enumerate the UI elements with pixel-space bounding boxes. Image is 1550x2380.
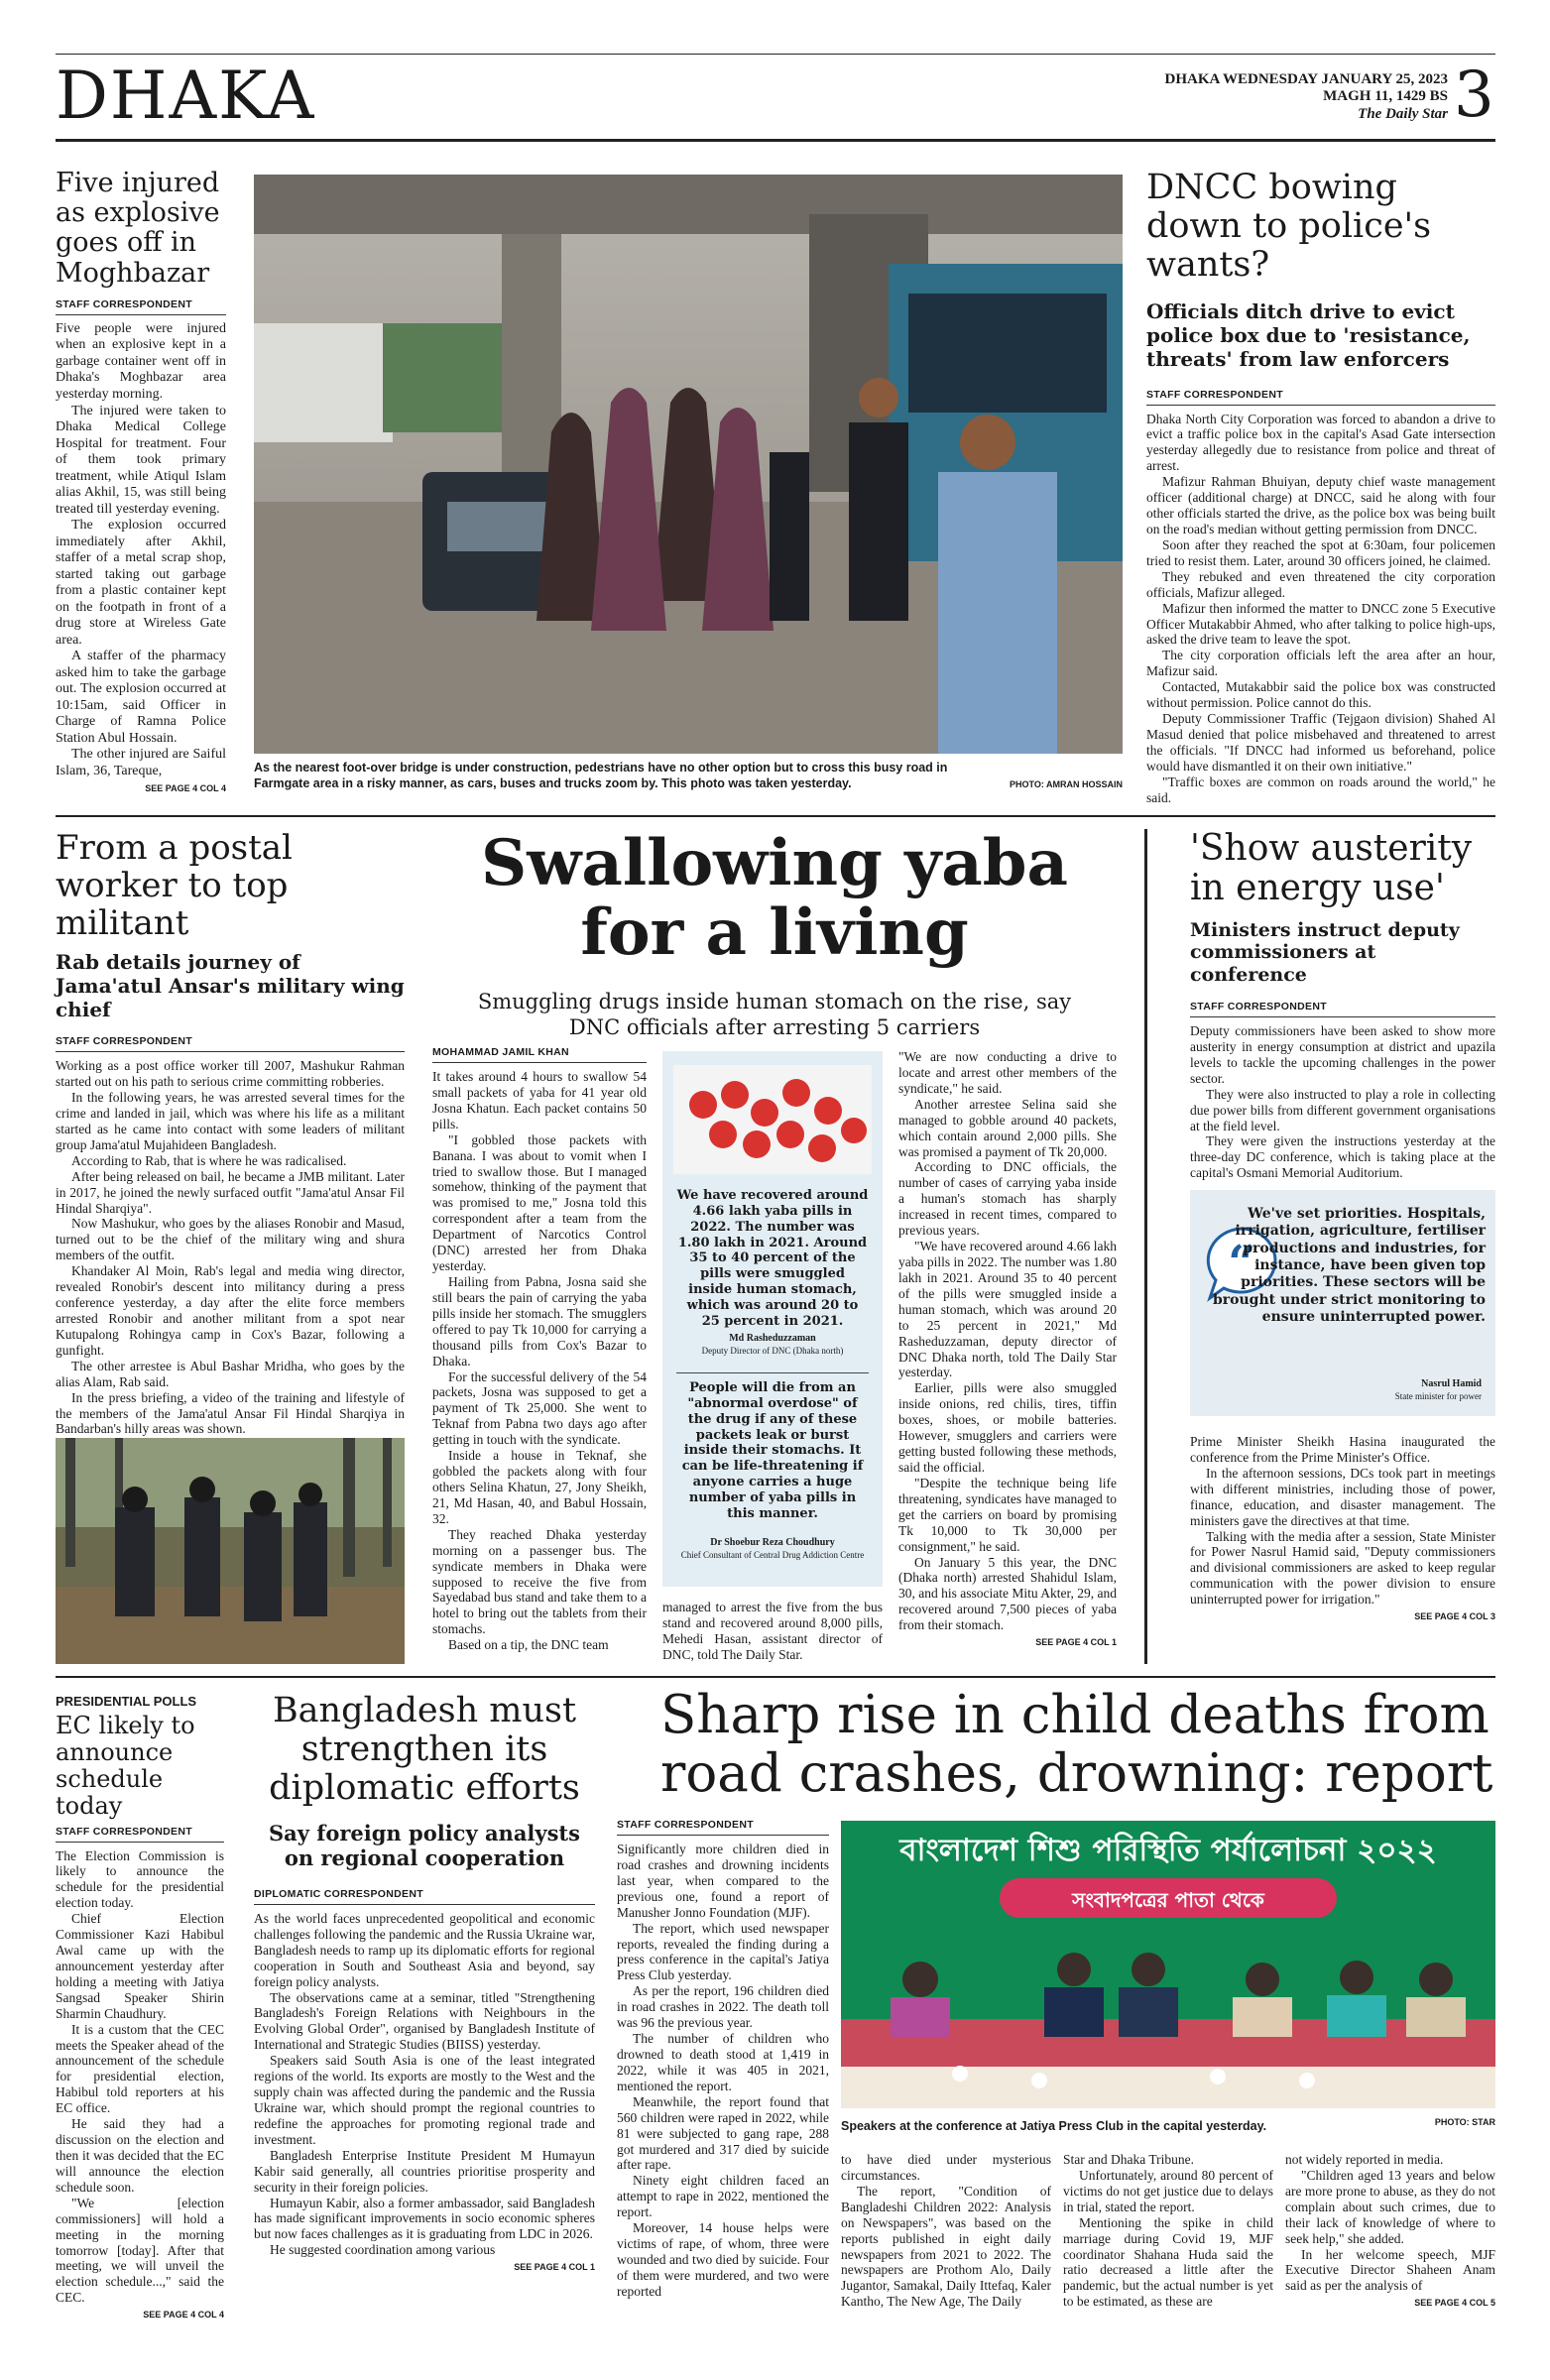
headline-line-1: Sharp rise in child deaths from [660, 1685, 1490, 1745]
paragraph: Mafizur Rahman Bhuiyan, deputy chief waste management officer (additional charge) at DNCC, said he along with four other officials started the drive, as the police box was being built on the road's median without getting permission from DNCC. [1146, 474, 1495, 537]
yaba-col-1 [432, 1046, 647, 1653]
paragraph: The report, "Condition of Bangladeshi Children 2022: Analysis on Newspapers", was based on the reports published in eight daily newspapers from 2021 to 2022. The newspapers are Prothom Alo, Daily Jugantor, Samakal, Daily Ittefaq, Kaler Kantho, The New Age, The Daily [841, 2183, 1051, 2310]
byline: MOHAMMAD JAMIL KHAN [432, 1046, 647, 1063]
paragraph: He suggested coordination among various [270, 2242, 496, 2258]
paragraph: According to Rab, that is where he was radicalised. [71, 1152, 347, 1168]
quote-1-title: Deputy Director of DNC (Dhaka north) [701, 1346, 844, 1356]
yaba-col-2-bottom: managed to arrest the five from the bus stand and recovered around 8,000 pills, Mehedi Hasan, assistant director of DNC, told The Daily Star. [662, 1600, 883, 1662]
article-body [1063, 2152, 1273, 2310]
byline: STAFF CORRESPONDENT [56, 298, 226, 315]
byline: STAFF CORRESPONDENT [1190, 1001, 1495, 1017]
masthead-dateline [1071, 71, 1448, 123]
paragraph: Bangladesh Enterprise Institute President M Humayun Kabir said generally, all countries prioritise prosperity and security in their foreign policies. [254, 2147, 595, 2195]
paragraph: As per the report, 196 children died in road crashes in 2022. The death toll was 96 the previous year. [617, 1983, 829, 2031]
jump-line: SEE PAGE 4 COL 1 [1035, 1637, 1117, 1648]
farmgate-photo [254, 175, 1123, 754]
article-body [1190, 1434, 1495, 1607]
article-body [1146, 412, 1495, 806]
paragraph: not widely reported in media. [1285, 2152, 1444, 2167]
headline: 'Show austerity in energy use' [1190, 828, 1473, 909]
subhead: Officials ditch drive to evict police box due to 'resistance, threats' from law enforcers [1146, 298, 1471, 371]
paragraph: Moreover, 14 house helps were victims of rape, of whom, three were wounded and two died by suicide. Four of them were murdered, and two were reported [617, 2220, 829, 2299]
kicker: PRESIDENTIAL POLLS [56, 1694, 197, 1709]
article-diplomatic [254, 1692, 595, 2272]
paragraph: "We [election commissioners] will hold a meeting in the morning tomorrow [today]. After that meeting, we will unveil the election schedule...," said the CEC. [56, 2195, 224, 2306]
article-moghbazar [56, 169, 226, 793]
paragraph: Earlier, pills were also smuggled inside onions, red chilis, tires, tiffin boxes, shoes, or mobile batteries. However, smugglers and carriers were getting busted following these methods, said the official. [898, 1380, 1117, 1475]
page-number: 3 [1454, 59, 1494, 132]
headline [660, 1686, 1495, 1804]
quote-2-name: Dr Shoebur Reza Choudhury [710, 1537, 835, 1548]
paragraph: In her welcome speech, MJF Executive Director Shaheen Anam said as per the analysis of [1285, 2246, 1495, 2294]
austerity-continued [1190, 1434, 1495, 1621]
paragraph: Speakers said South Asia is one of the least integrated regions of the world. Its exports are mostly to the West and the supply chain was affected during the pandemic and the Russia Ukraine war, which should prompt the regional countries to redefine the approaches for promoting regional trade and investment. [254, 2053, 595, 2147]
child-col-1 [617, 1819, 829, 2300]
paragraph: Chief Election Commissioner Kazi Habibul Awal came up with the announcement yesterday after holding a meeting with Jatiya Sangsad Speaker Shirin Sharmin Chaudhury. [56, 1911, 224, 2021]
paragraph: The city corporation officials left the area after an hour, Mafizur said. [1146, 648, 1495, 679]
article-child-deaths [615, 1686, 1495, 1804]
photo-caption: As the nearest foot-over bridge is under construction, pedestrians have no other option but to cross this busy road in Farmgate area in a risky manner, as cars, buses and trucks zoom by. This photo was taken yesterday. [254, 761, 948, 790]
article-body [56, 321, 226, 779]
article-body [617, 1842, 829, 2300]
subhead: Rab details journey of Jama'atul Ansar's military wing chief [56, 950, 405, 1022]
yaba-col-3 [898, 1049, 1117, 1647]
jump-line: SEE PAGE 4 COL 4 [143, 2310, 224, 2320]
photo-credit: PHOTO: STAR [1434, 2117, 1495, 2127]
headline-line-1: Swallowing yaba [481, 826, 1068, 900]
paragraph: "Traffic boxes are common on roads around the world," he said. [1146, 774, 1495, 805]
paragraph: "I gobbled those packets with Banana. I was about to vomit when I tried to swallow those. But I managed somehow, thinking of the payment that was promised to me," Josna told this correspondent after a team from the Department of Narcotics Control (DNC) arrested her from Dhaka yesterday. [432, 1131, 647, 1274]
rab-members-image [56, 1438, 405, 1664]
photo-caption-block [254, 761, 1123, 791]
paragraph: Inside a house in Teknaf, she gobbled the packets along with four others Selina Khatun, 27, Jony Sheikh, 21, Md Hasan, 40, and Babul Hossain, 32. [432, 1448, 647, 1526]
article-body [898, 1049, 1117, 1633]
quote-2-title: Chief Consultant of Central Drug Addiction Centre [680, 1550, 865, 1560]
child-col-2 [841, 2152, 1051, 2310]
byline: STAFF CORRESPONDENT [1146, 389, 1495, 406]
paragraph: A staffer of the pharmacy asked him to take the garbage out. The explosion occurred at 10:15am, said Officer in Charge of Ramna Police Station Abul Hossain. [56, 649, 226, 746]
paragraph: "Children aged 13 years and below are more prone to abuse, as they do not complain about such crimes, due to their lack of knowledge of where to seek help," she added. [1285, 2167, 1495, 2246]
paragraph: They were also instructed to play a role in collecting due power bills from different government organisations at the field level. [1190, 1086, 1495, 1133]
banner-title: বাংলাদেশ শিশু পরিস্থিতি পর্যালোচনা ২০২২ [899, 1833, 1437, 1868]
quote-title: State minister for power [1394, 1391, 1482, 1401]
article-dncc [1146, 169, 1495, 806]
byline: DIPLOMATIC CORRESPONDENT [254, 1888, 595, 1905]
photo-credit: PHOTO: AMRAN HOSSAIN [1009, 779, 1123, 790]
child-col-4 [1285, 2152, 1495, 2308]
paragraph: Khandaker Al Moin, Rab's legal and media wing director, revealed Ronobir's descent into militancy during a press conference yesterday, a day after the elite force members arrested Ronobir and another militant from a spot near Kutupalong Rohingya camp in Cox's Bazar, following a gunfight. [56, 1263, 405, 1358]
paragraph: Dhaka North City Corporation was forced to abandon a drive to evict a traffic police box in the capital's Asad Gate intersection yesterday allegedly due to resistance from police and threat of arrest. [1146, 411, 1495, 474]
paragraph: The report, which used newspaper reports, revealed the finding during a press conference in the capital's Jatiya Press Club yesterday. [617, 1920, 829, 1983]
paragraph: Now Mashukur, who goes by the aliases Ronobir and Masud, turned out to be the chief of the military wing and shura members of the outfit. [56, 1216, 405, 1263]
section-title: DHAKA [56, 58, 316, 134]
paragraph: Contacted, Mutakabbir said the police box was constructed without permission. Police cannot do this. [1146, 679, 1495, 711]
street-scene-image [254, 175, 1123, 754]
paragraph: They reached Dhaka yesterday morning on a passenger bus. The syndicate members in Dhaka were supposed to receive the five from Sayedabad bus stand and take them to a hotel to bring out the tablets from their stomachs. [432, 1526, 647, 1637]
article-yaba [432, 826, 1117, 1040]
paragraph: The number of children who drowned to death stood at 1,419 in 2022, while it was 405 in 2021, mentioned the report. [617, 2031, 829, 2093]
headline: EC likely to announce schedule today [56, 1712, 195, 1820]
article-ec-schedule [56, 1694, 224, 2320]
child-col-3 [1063, 2152, 1273, 2310]
paragraph: Working as a post office worker till 2007, Mashukur Rahman started out on his path to serious crime committing robberies. [56, 1058, 405, 1090]
date-line: DHAKA WEDNESDAY JANUARY 25, 2023 [1164, 71, 1448, 87]
article-body [254, 1911, 595, 2258]
paragraph: Significantly more children died in road crashes and drowning incidents last year, when compared to the previous one, found a report of Manusher Jonno Foundation (MJF). [617, 1842, 829, 1920]
paragraph: Deputy Commissioner Traffic (Tejgaon division) Shahed Al Masud denied that police misbehaved and threatened to arrest the officials. "If DNCC had informed us beforehand, police would have dismantled it on their own initiative." [1146, 711, 1495, 774]
paragraph: Soon after they reached the spot at 6:30am, four policemen tried to resist them. Later, around 30 officers joined, he claimed. [1146, 536, 1495, 568]
quote-text: We've set priorities. Hospitals, irrigation, agriculture, fertiliser productions and industries, for instance, have been given top priorities. These sectors will be brought under strict monitoring to ensure uninterrupted power. [1213, 1206, 1486, 1326]
byline: STAFF CORRESPONDENT [56, 1826, 224, 1843]
byline: STAFF CORRESPONDENT [56, 1035, 405, 1052]
headline-line-2: road crashes, drowning: report [660, 1743, 1493, 1805]
paragraph: "Despite the technique being life threatening, syndicates have managed to get the carriers on board by promising Tk 10,000 to Tk 30,000 per consignment," he said. [898, 1475, 1117, 1554]
jump-line: SEE PAGE 4 COL 5 [1414, 2298, 1495, 2309]
rab-photo [56, 1438, 405, 1664]
press-conference-photo [841, 1821, 1495, 2108]
paragraph: They were given the instructions yesterday at the three-day DC conference, which is taking place at the capital's Osmani Memorial Auditorium. [1190, 1133, 1495, 1181]
paragraph: Humayun Kabir, also a former ambassador, said Bangladesh has made significant improvements in socio economic spheres but now faces challenges as it is graduating from LDC in 2026. [254, 2195, 595, 2242]
article-body [432, 1069, 647, 1653]
headline: DNCC bowing down to police's wants? [1146, 168, 1432, 286]
paragraph: It is a custom that the CEC meets the Speaker ahead of the announcement of the schedule for presidential election, Habibul told reporters at his EC office. [56, 2021, 224, 2116]
quote-1-name: Md Rasheduzzaman [729, 1333, 816, 1344]
paragraph: He said they had a discussion on the election and then it was decided that the EC will announce the election schedule soon. [56, 2116, 224, 2195]
paragraph: The observations came at a seminar, titled "Strengthening Bangladesh's Foreign Relations with Neighbours in the Evolving Global Order", organised by Bangladesh Institute of International and Strategic Studies (BIISS) yesterday. [254, 1989, 595, 2053]
subhead: Ministers instruct deputy commissioners at conference [1190, 918, 1460, 987]
paragraph: "We have recovered around 4.66 lakh yaba pills in 2022. The number was 1.80 lakh in 2021. Around 35 to 40 percent of the pills were smuggled inside a human stomach, which was around 20 to 25 percent in 2021," Md Rasheduzzaman, deputy director of DNC Dhaka north, told The Daily Star yesterday. [898, 1239, 1117, 1380]
paragraph: On January 5 this year, the DNC (Dhaka north) arrested Shahidul Islam, 30, and his associate Mitu Akter, 29, and recovered around 7,500 pieces of yaba from their stomach. [898, 1554, 1117, 1633]
austerity-quote-box [1190, 1190, 1495, 1416]
article-body [1285, 2152, 1495, 2294]
quote-1: We have recovered around 4.66 lakh yaba pills in 2022. The number was 1.80 lakh in 2021. Around 35 to 40 percent of the pills were smuggled inside human stomach, which was around 20 to 25 percent in 2021. [676, 1188, 869, 1329]
subhead: Smuggling drugs inside human stomach on the rise, say DNC officials after arresting 5 carriers [477, 989, 1072, 1040]
paragraph: For the successful delivery of the 54 packets, Josna was supposed to get a payment of Tk 25,000. She went to Teknaf from Pabna two days ago after getting in touch with the syndicate. [432, 1368, 647, 1448]
article-body [56, 1848, 224, 2307]
paragraph: Deputy commissioners have been asked to show more austerity in energy consumption at district and upazila levels to tackle the upcoming challenges in the power sector. [1190, 1023, 1495, 1086]
article-body [841, 2152, 1051, 2310]
paragraph: Another arrestee Selina said she managed to gobble around 40 packets, which contain around 2,000 pills. She was promised a payment of Tk 20,000. [898, 1096, 1117, 1159]
subhead: Say foreign policy analysts on regional cooperation [269, 1820, 580, 1870]
headline: From a postal worker to top militant [56, 828, 293, 944]
paragraph: It takes around 4 hours to swallow 54 small packets of yaba for 41 year old Josna Khatun. Each packet contains 50 pills. [432, 1069, 647, 1131]
svg-text:“: “ [1228, 1236, 1255, 1291]
article-austerity [1190, 829, 1495, 1181]
paragraph: Talking with the media after a session, State Minister for Power Nasrul Hamid said, "Deputy commissioners and divisional commissioners are asked to keep regular communication with the power division to ensure uninterrupted power for irrigation." [1190, 1528, 1495, 1607]
child-photo-caption-block [841, 2115, 1495, 2135]
paragraph: Prime Minister Sheikh Hasina inaugurated the conference from the Prime Minister's Office. [1190, 1434, 1495, 1465]
paragraph: The other arrestee is Abul Bashar Mridha, who goes by the alias Alam, Rab said. [56, 1358, 405, 1389]
article-postal-worker [56, 829, 405, 1467]
paragraph: Unfortunately, around 80 percent of victims do not get justice due to delays in trial, stated the report. [1063, 2167, 1273, 2214]
paragraph: Mentioning the spike in child marriage during Covid 19, MJF coordinator Shahana Huda said the ratio decreased a little after the pandemic, but the actual number is yet to be estimated, as these are [1063, 2214, 1273, 2310]
jump-line: SEE PAGE 4 COL 4 [145, 783, 226, 794]
article-body [56, 1058, 405, 1453]
paragraph: Five people were injured when an explosive kept in a garbage container went off in Dhaka's Moghbazar area yesterday morning. [56, 320, 226, 402]
paragraph: Hailing from Pabna, Josna said she still bears the pain of carrying the yaba pills inside her stomach. The smugglers offered to pay Tk 10,000 for carrying a thousand pills from Cox's Bazar to Dhaka. [432, 1273, 647, 1368]
paragraph: As the world faces unprecedented geopolitical and economic challenges following the pandemic and the Russia Ukraine war, Bangladesh needs to ramp up its diplomatic efforts for regional cooperation in South and Southeast Asia and beyond, say foreign policy analysts. [254, 1910, 595, 1989]
quote-2: People will die from an "abnormal overdose" of the drug if any of these packets leak or burst inside their stomachs. It can be life-threatening if anyone carries a huge number of yaba pills in this manner. [681, 1380, 864, 1521]
paragraph: Ninety eight children faced an attempt to rape in 2022, mentioned the report. [617, 2173, 829, 2220]
paragraph: According to DNC officials, the number of cases of carrying yaba inside a human's stomach has sharply increased in recent times, compared to previous years. [898, 1159, 1117, 1239]
paragraph: After being released on bail, he became a JMB militant. Later in 2017, he joined the newly surfaced outfit "Jama'atul Ansar Fil Hindal Sharqiya". [56, 1168, 405, 1216]
paragraph: In the afternoon sessions, DCs took part in meetings with different ministries, including those of power, finance, education, and disaster management. The ministers gave the directives at that time. [1190, 1465, 1495, 1528]
paragraph: The other injured are Saiful Islam, 36, Tareque, [56, 747, 226, 778]
headline-line-2: for a living [580, 895, 969, 971]
photo-caption: Speakers at the conference at Jatiya Press Club in the capital yesterday. [841, 2119, 1267, 2133]
paragraph: Meanwhile, the report found that 560 children were raped in 2022, while 81 were subjected to gang rape, 288 got murdered and 317 died by suicide after rape. [617, 2093, 829, 2173]
paragraph: In the following years, he was arrested several times for the crime and landed in jail, which was where his life as a militant started as he came into contact with some leaders of militant group Jama'atul Mujahideen Bangladesh. [56, 1090, 405, 1152]
paragraph: The explosion occurred immediately after Akhil, staffer of a metal scrap shop, started taking out garbage from a plastic container kept on the footpath in front of a drug store at Wireless Gate area. [56, 518, 226, 648]
paragraph: Based on a tip, the DNC team [448, 1637, 609, 1653]
paragraph: In the press briefing, a video of the training and lifestyle of the members of the Jama'atul Ansar Fil Hindal Sharqiya in Bandarban's hilly areas was shown. [56, 1389, 405, 1437]
yaba-pills-image [673, 1065, 872, 1174]
bangla-date: MAGH 11, 1429 BS [1323, 88, 1448, 105]
paragraph: to have died under mysterious circumstances. [841, 2152, 1051, 2183]
paragraph: Star and Dhaka Tribune. [1063, 2152, 1194, 2167]
paragraph: They rebuked and even threatened the city corporation officials, Mafizur alleged. [1146, 568, 1495, 600]
banner-subtitle: সংবাদপত্রের পাতা থেকে [1072, 1888, 1264, 1912]
headline: Five injured as explosive goes off in Moghbazar [56, 168, 220, 289]
paper-name: The Daily Star [1358, 105, 1448, 122]
headline [432, 826, 1117, 971]
headline: Bangladesh must strengthen its diplomatic efforts [269, 1691, 580, 1809]
paragraph: The injured were taken to Dhaka Medical College Hospital for treatment. Four of them took primary treatment, while Atiqul Islam alias Akhil, 15, was still being treated till yesterday evening. [56, 403, 226, 517]
jump-line: SEE PAGE 4 COL 3 [1414, 1611, 1495, 1622]
paragraph: Mafizur then informed the matter to DNCC zone 5 Executive Officer Mutakabbir Ahmed, who after talking to police high-ups, asked the drive team to leave the spot. [1146, 600, 1495, 648]
yaba-pills-panel [662, 1051, 883, 1587]
paragraph: "We are now conducting a drive to locate and arrest other members of the syndicate," he said. [898, 1049, 1117, 1096]
paragraph: The Election Commission is likely to announce the schedule for the presidential election today. [56, 1847, 224, 1911]
article-body [1190, 1023, 1495, 1181]
quote-name: Nasrul Hamid [1421, 1378, 1482, 1389]
jump-line: SEE PAGE 4 COL 1 [514, 2262, 595, 2273]
byline: STAFF CORRESPONDENT [617, 1819, 829, 1836]
